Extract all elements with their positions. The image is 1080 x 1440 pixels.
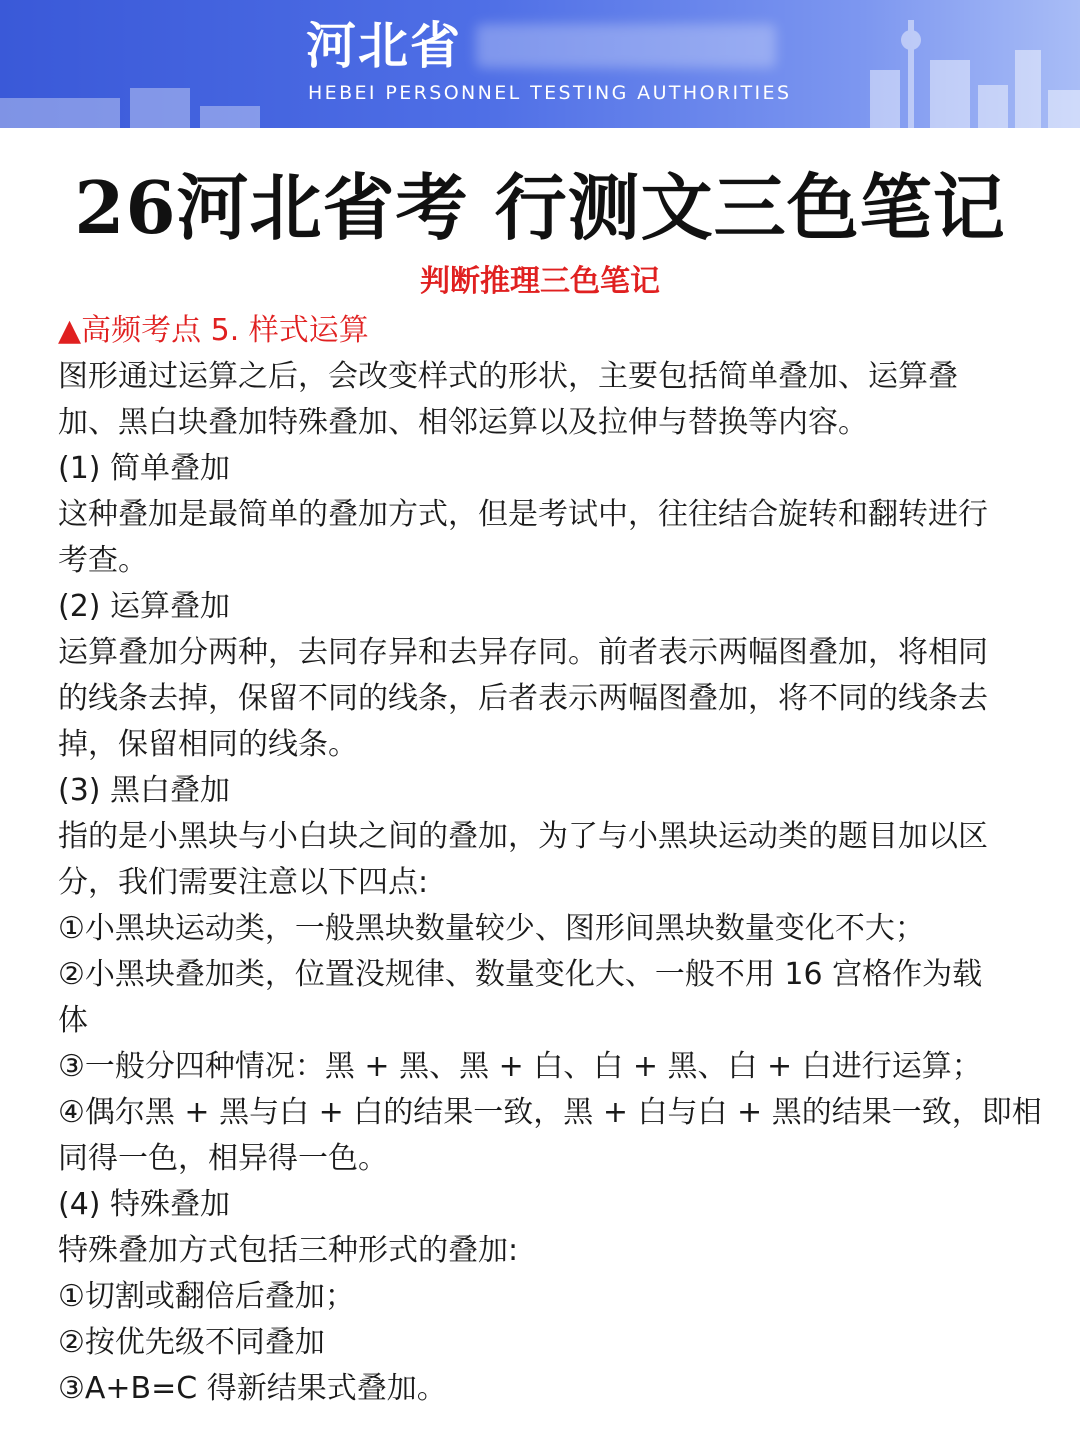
skyline-left-decoration: [0, 88, 260, 128]
banner-title: 河北省: [306, 17, 462, 75]
paragraph-line: 掉，保留相同的线条。: [58, 727, 358, 762]
paragraph-line: 运算叠加分两种，去同存异和去异存同。前者表示两幅图叠加，将相同: [58, 635, 988, 670]
list-item: ①切割或翻倍后叠加；: [58, 1279, 355, 1314]
paragraph-line: 指的是小黑块与小白块之间的叠加，为了与小黑块运动类的题目加以区: [58, 819, 988, 854]
list-item: ①小黑块运动类，一般黑块数量较少、图形间黑块数量变化不大；: [58, 911, 925, 946]
list-item: ③A+B=C 得新结果式叠加。: [58, 1371, 447, 1406]
list-item: ③一般分四种情况：黑 + 黑、黑 + 白、白 + 黑、白 + 白进行运算；: [58, 1049, 982, 1084]
subsection-heading: (1) 简单叠加: [58, 451, 231, 486]
list-item: ②小黑块叠加类，位置没规律、数量变化大、一般不用 16 宫格作为载: [58, 957, 983, 992]
paragraph-line: 特殊叠加方式包括三种形式的叠加:: [58, 1233, 519, 1268]
list-item: 同得一色，相异得一色。: [58, 1141, 388, 1176]
topic-heading: ▲高频考点 5. 样式运算: [58, 313, 369, 348]
list-item: ②按优先级不同叠加: [58, 1325, 325, 1360]
paragraph-line: 加、黑白块叠加特殊叠加、相邻运算以及拉伸与替换等内容。: [58, 405, 868, 440]
paragraph-line: 分，我们需要注意以下四点:: [58, 865, 429, 900]
notes-body: [58, 308, 1048, 1412]
banner-subtitle: HEBEI PERSONNEL TESTING AUTHORITIES: [308, 82, 792, 104]
blurred-logo-text: [476, 24, 776, 68]
subsection-heading: (4) 特殊叠加: [58, 1187, 231, 1222]
paragraph-line: 的线条去掉，保留不同的线条，后者表示两幅图叠加，将不同的线条去: [58, 681, 988, 716]
page-title: 26河北省考 行测文三色笔记: [74, 165, 1006, 250]
section-subtitle: 判断推理三色笔记: [420, 264, 660, 299]
paragraph-line: 考查。: [58, 543, 148, 578]
paragraph-line: 这种叠加是最简单的叠加方式，但是考试中，往往结合旋转和翻转进行: [58, 497, 988, 532]
paragraph-line: 图形通过运算之后，会改变样式的形状，主要包括简单叠加、运算叠: [58, 359, 958, 394]
skyline-right-decoration: [850, 0, 1080, 128]
header-banner: [0, 0, 1080, 128]
subsection-heading: (2) 运算叠加: [58, 589, 231, 624]
list-item: 体: [58, 1003, 88, 1038]
subsection-heading: (3) 黑白叠加: [58, 773, 231, 808]
list-item: ④偶尔黑 + 黑与白 + 白的结果一致，黑 + 白与白 + 黑的结果一致，即相: [58, 1095, 1042, 1130]
